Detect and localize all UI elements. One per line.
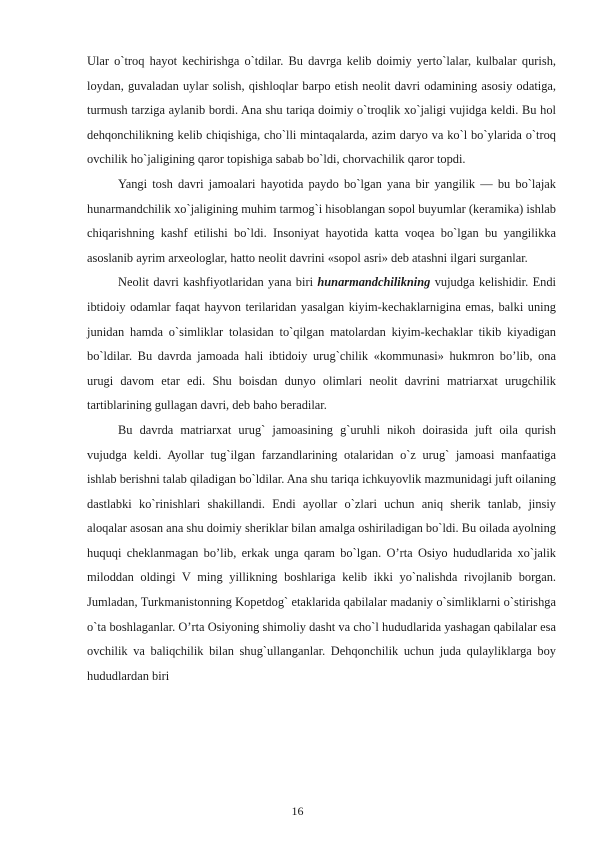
paragraph-1: Ular o`troq hayot kechirishga o`tdilar. Bu davrga kelib doimiy yerto`lalar, kulbalar qurish, loydan, guvaladan uylar solish, qishloqlar barpo etish neolit davri odamining asosiy odatiga, turmush tarziga aylanib bordi. Ana shu tariqa doimiy o`troqlik xo`jaligi vujidga keldi. Bu hol dehqonchilikning kelib chiqishiga, cho`lli mintaqalarda, azim daryo va ko`l bo`ylarida o`troq ovchilik ho`jaligining qaror topishiga sabab bo`ldi, chorvachilik qaror topdi. [87, 54, 556, 167]
paragraph-3-lead: Neolit davri kashfiyotlaridan yana biri [118, 275, 318, 290]
paragraph-3-rest: vujudga kelishidir. Endi ibtidoiy odamlar faqat hayvon terilaridan yasalgan kiyim-kechaklarnigina emas, balki uning junidan hamda o`simliklar tolasidan to`qilgan matolardan kiyim-kechaklar tikib kiyadigan bo`ldilar. Bu davrda jamoada hali ibtidoiy urug`chilik «kommunasi» hukmron bo’lib, ona urugi davom etar edi. Shu boisdan dunyo olimlari neolit davrini matriarxat urugchilik tartiblarining gullagan davri, deb baho beradilar. [87, 275, 556, 413]
page-number: 16 [291, 804, 304, 818]
paragraph-3 [87, 270, 556, 418]
page-body [87, 49, 556, 688]
paragraph-2: Yangi tosh davri jamoalari hayotida paydo bo`lgan yana bir yangilik — bu bo`lajak hunarmandchilik xo`jaligining muhim tarmog`i hisoblangan sopol buyumlar (keramika) ishlab chiqarishning kashf etilishi bo`ldi. Insoniyat hayotida katta voqea bo`lgan bu yangilikka asoslanib ayrim arxeologlar, hatto neolit davrini «sopol asri» deb atashni ilgari surganlar. [87, 176, 556, 265]
paragraph-4: Bu davrda matriarxat urug` jamoasining g`uruhli nikoh doirasida juft oila qurish vujudga keldi. Ayollar tug`ilgan farzandlarining otalaridan o`z urug` jamoasi manfaatiga ishlab berishni talab qiladigan bo`ldilar. Ana shu tariqa ichkuyovlik mazmunidagi juft oilaning dastlabki ko`rinishlari shakillandi. Endi ayollar o`zlari uchun aniq sherik tanlab, jinsiy aloqalar asosan ana shu doimiy sheriklar bilan amalga oshiriladigan bo`ldi. Bu oilada ayolning huquqi cheklanmagan bo’lib, erkak unga qaram bo`lgan. O’rta Osiyo hududlarida xo`jalik miloddan oldingi V ming yillikning boshlariga kelib ikki yo`nalishda rivojlanib borgan. Jumladan, Turkmanistonning Kopetdog` etaklarida qabilalar madaniy o`simliklarni o`stirishga o`ta boshlaganlar. O’rta Osiyoning shimoliy dasht va cho`l hududlarida yashagan qabilalar esa ovchilik va baliqchilik bilan shug`ullanganlar. Dehqonchilik uchun juda qulayliklarga boy hududlardan biri [87, 422, 557, 683]
emphasized-term: hunarmandchilikning [317, 275, 431, 290]
